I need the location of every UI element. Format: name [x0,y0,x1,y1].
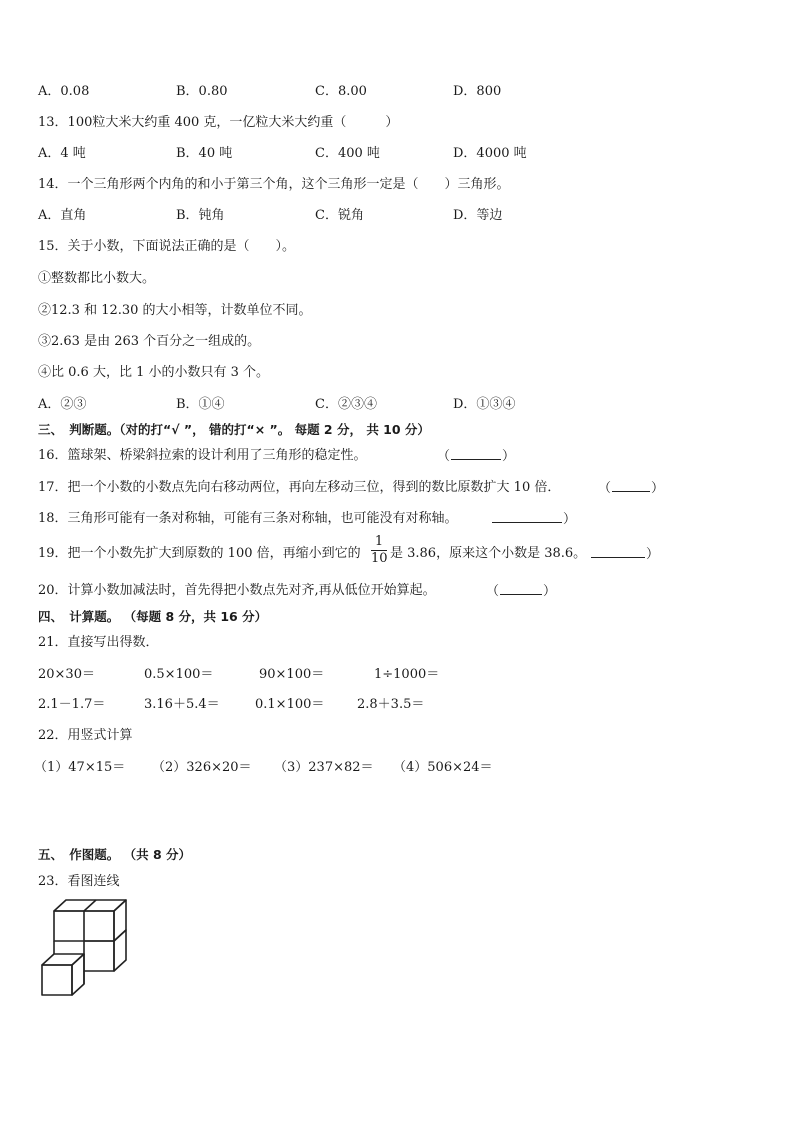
q17-answer-blank[interactable]: （ ） [598,481,665,496]
q12-option-b: B．0.80 [176,84,228,99]
section5-heading: 五、 作图题。 （共 8 分） [38,847,192,862]
q14-option-d: D．等边 [453,208,503,223]
q21-expr-1: 20×30＝ [38,667,95,682]
q15-option-a: A．②③ [38,397,87,412]
q13-option-d: D．4000 吨 [453,146,527,161]
q15-option-c: C．②③④ [315,397,377,412]
q15-text: 15．关于小数，下面说法正确的是（ ）。 [38,239,296,254]
section4-heading: 四、 计算题。 （每题 8 分，共 16 分） [38,609,268,624]
q15-statement-3: ③2.63 是由 263 个百分之一组成的。 [38,334,261,349]
q22-item-4: （4）506×24＝ [393,760,493,775]
q18-text: 18．三角形可能有一条对称轴，可能有三条对称轴，也可能没有对称轴。 [38,511,458,526]
q19-answer-blank[interactable]: ） [590,545,659,564]
q15-option-b: B．①④ [176,397,225,412]
q14-option-b: B．钝角 [176,208,225,223]
q15-statement-2: ②12.3 和 12.30 的大小相等，计数单位不同。 [38,303,312,318]
q23-text: 23．看图连线 [38,874,120,889]
q15-option-d: D．①③④ [453,397,516,412]
q19-text-b: 是 3.86，原来这个小数是 38.6。 [390,546,587,561]
q13-option-b: B．40 吨 [176,146,233,161]
q21-expr-8: 2.8＋3.5＝ [357,697,425,712]
q13-option-a: A．4 吨 [38,146,86,161]
q19-text-a: 19．把一个小数先扩大到原数的 100 倍，再缩小到它的 [38,546,361,561]
q22-item-2: （2）326×20＝ [152,760,252,775]
q15-statement-4: ④比 0.6 大，比 1 小的小数只有 3 个。 [38,365,270,380]
q15-statement-1: ①整数都比小数大。 [38,271,156,286]
q13-option-c: C．400 吨 [315,146,380,161]
q16-text: 16．篮球架、桥梁斜拉索的设计利用了三角形的稳定性。 [38,448,367,463]
section3-heading: 三、 判断题。（对的打“√ ”， 错的打“× ”。 每题 2 分， 共 10 分） [38,422,430,437]
q21-expr-6: 3.16＋5.4＝ [144,697,220,712]
q21-expr-7: 0.1×100＝ [255,697,325,712]
q21-expr-4: 1÷1000＝ [374,667,440,682]
q17-text: 17．把一个小数的小数点先向右移动两位，再向左移动三位，得到的数比原数扩大 10 倍． [38,480,561,495]
q14-text: 14．一个三角形两个内角的和小于第三个角，这个三角形一定是（ ）三角形。 [38,177,510,192]
q16-answer-blank[interactable]: （ ） [437,449,516,464]
q12-option-a: A．0.08 [38,84,90,99]
cube-stack-figure [38,897,132,999]
q20-text: 20．计算小数加减法时，首先得把小数点先对齐,再从低位开始算起。 [38,583,436,598]
q14-option-c: C．锐角 [315,208,364,223]
q22-item-1: （1）47×15＝ [34,760,126,775]
q12-option-d: D．800 [453,84,502,99]
q20-answer-blank[interactable]: （ ） [486,584,557,599]
q19-fraction-denominator: 10 [371,551,388,566]
q22-text: 22．用竖式计算 [38,728,133,743]
q12-option-c: C．8.00 [315,84,367,99]
q13-text: 13．100粒大米大约重 400 克，一亿粒大米大约重（ ） [38,115,399,130]
q22-item-3: （3）237×82＝ [274,760,374,775]
q21-expr-3: 90×100＝ [259,667,325,682]
q21-text: 21．直接写出得数． [38,635,159,650]
q18-answer-blank[interactable]: ） [484,510,576,529]
q21-expr-2: 0.5×100＝ [144,667,214,682]
q21-expr-5: 2.1－1.7＝ [38,697,106,712]
q14-option-a: A．直角 [38,208,87,223]
q19-fraction [371,534,387,567]
q19-fraction-numerator: 1 [371,534,387,551]
